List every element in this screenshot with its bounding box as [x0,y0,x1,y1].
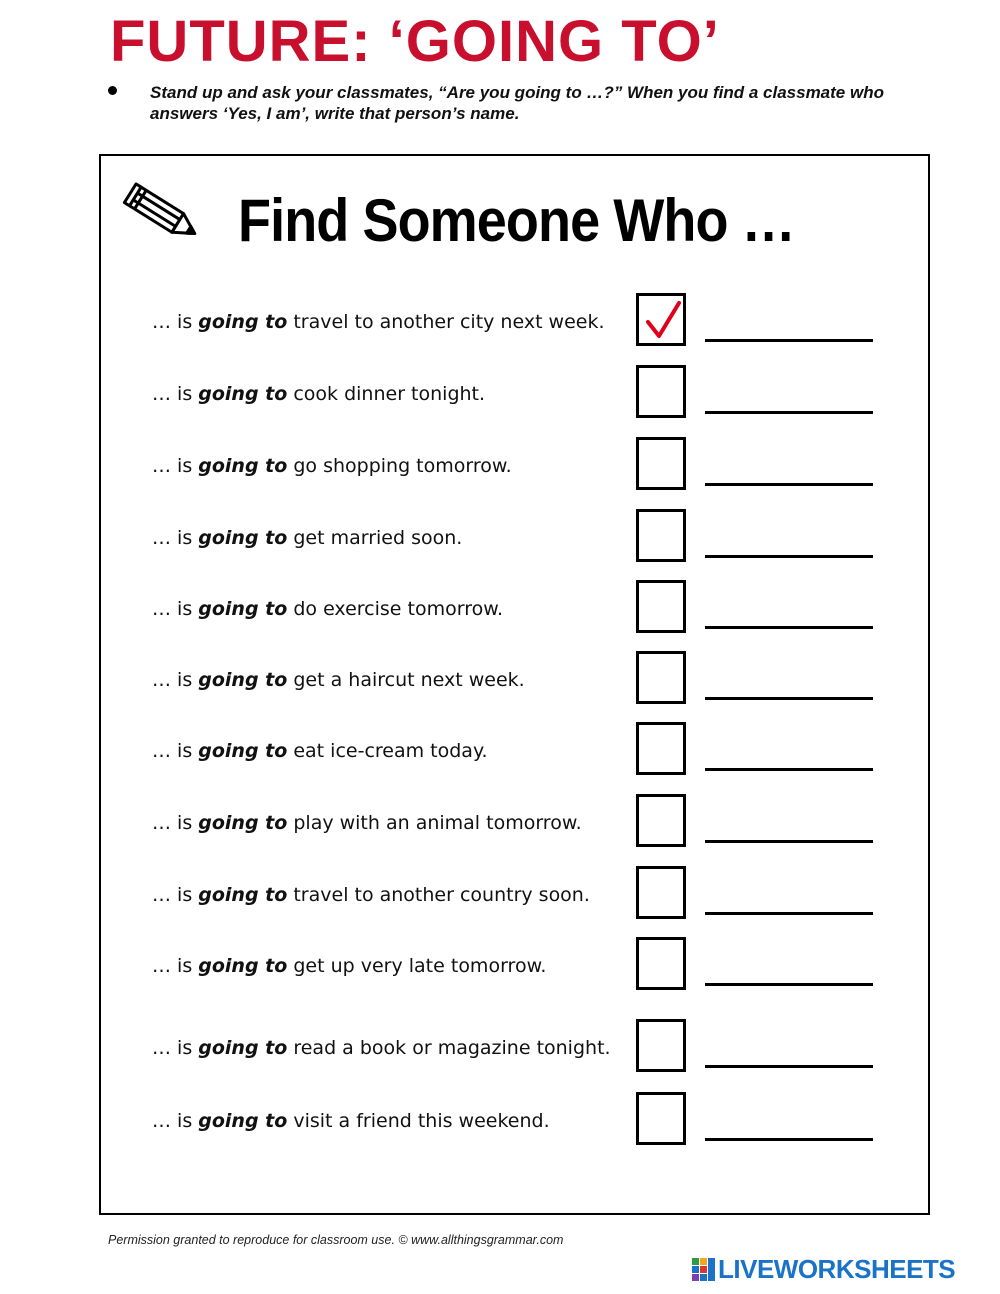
permission-footer: Permission granted to reproduce for classroom use. © www.allthingsgrammar.com [108,1233,564,1247]
answer-checkbox[interactable] [636,866,686,919]
question-keyword: going to [198,884,288,906]
question-activity: go shopping tomorrow. [287,455,512,477]
question-prefix: … is [152,598,199,620]
page-title: FUTURE: ‘GOING TO’ [110,9,720,74]
instructions-text: Stand up and ask your classmates, “Are you going to …?” When you find a classmate who answers ‘Yes, I am’, write that person’s name. [150,83,884,123]
name-answer-line[interactable] [705,912,873,915]
question-text [152,1110,550,1132]
question-keyword: going to [198,1110,288,1132]
question-activity: get up very late tomorrow. [287,955,547,977]
name-answer-line[interactable] [705,840,873,843]
question-prefix: … is [152,1037,199,1059]
question-row [0,1019,1000,1079]
question-prefix: … is [152,669,199,691]
checkmark-icon [643,298,683,342]
question-row [0,293,1000,353]
answer-checkbox[interactable] [636,1019,686,1072]
answer-checkbox[interactable] [636,794,686,847]
question-row [0,722,1000,782]
question-text [152,383,485,405]
question-keyword: going to [198,455,288,477]
question-prefix: … is [152,740,199,762]
question-keyword: going to [198,598,288,620]
question-text [152,311,605,333]
name-answer-line[interactable] [705,1065,873,1068]
answer-checkbox[interactable] [636,437,686,490]
question-prefix: … is [152,955,199,977]
question-keyword: going to [198,1037,288,1059]
question-activity: travel to another city next week. [287,311,605,333]
question-row [0,580,1000,640]
question-prefix: … is [152,383,199,405]
question-activity: read a book or magazine tonight. [287,1037,611,1059]
question-activity: get married soon. [287,527,463,549]
pencil-icon [122,182,208,248]
name-answer-line[interactable] [705,768,873,771]
question-row [0,866,1000,926]
name-answer-line[interactable] [705,697,873,700]
question-activity: do exercise tomorrow. [287,598,504,620]
answer-checkbox[interactable] [636,651,686,704]
question-text [152,598,503,620]
name-answer-line[interactable] [705,555,873,558]
question-row [0,437,1000,497]
question-activity: visit a friend this weekend. [287,1110,550,1132]
answer-checkbox[interactable] [636,580,686,633]
question-prefix: … is [152,455,199,477]
question-activity: travel to another country soon. [287,884,590,906]
question-keyword: going to [198,740,288,762]
name-answer-line[interactable] [705,411,873,414]
answer-checkbox[interactable] [636,293,686,346]
question-text [152,669,525,691]
question-prefix: … is [152,812,199,834]
question-text [152,1037,611,1059]
question-keyword: going to [198,669,288,691]
question-prefix: … is [152,311,199,333]
answer-checkbox[interactable] [636,509,686,562]
question-row [0,1092,1000,1152]
question-keyword: going to [198,812,288,834]
question-row [0,794,1000,854]
question-text [152,884,590,906]
question-text [152,955,546,977]
question-text [152,812,582,834]
question-prefix: … is [152,1110,199,1132]
question-text [152,527,462,549]
question-keyword: going to [198,383,288,405]
question-text [152,740,488,762]
answer-checkbox[interactable] [636,937,686,990]
name-answer-line[interactable] [705,983,873,986]
question-prefix: … is [152,884,199,906]
question-text [152,455,512,477]
name-answer-line[interactable] [705,626,873,629]
bullet-icon [108,86,117,95]
question-keyword: going to [198,527,288,549]
question-row [0,651,1000,711]
liveworksheets-logo-icon [692,1257,716,1281]
question-row [0,509,1000,569]
liveworksheets-wordmark: LIVEWORKSHEETS [718,1254,956,1284]
question-activity: get a haircut next week. [287,669,525,691]
name-answer-line[interactable] [705,1138,873,1141]
question-row [0,365,1000,425]
question-activity: eat ice-cream today. [287,740,488,762]
question-keyword: going to [198,955,288,977]
name-answer-line[interactable] [705,483,873,486]
answer-checkbox[interactable] [636,722,686,775]
name-answer-line[interactable] [705,339,873,342]
question-activity: cook dinner tonight. [287,383,486,405]
question-activity: play with an animal tomorrow. [287,812,582,834]
question-keyword: going to [198,311,288,333]
worksheet-heading: Find Someone Who … [238,187,795,254]
question-row [0,937,1000,997]
question-prefix: … is [152,527,199,549]
answer-checkbox[interactable] [636,1092,686,1145]
answer-checkbox[interactable] [636,365,686,418]
